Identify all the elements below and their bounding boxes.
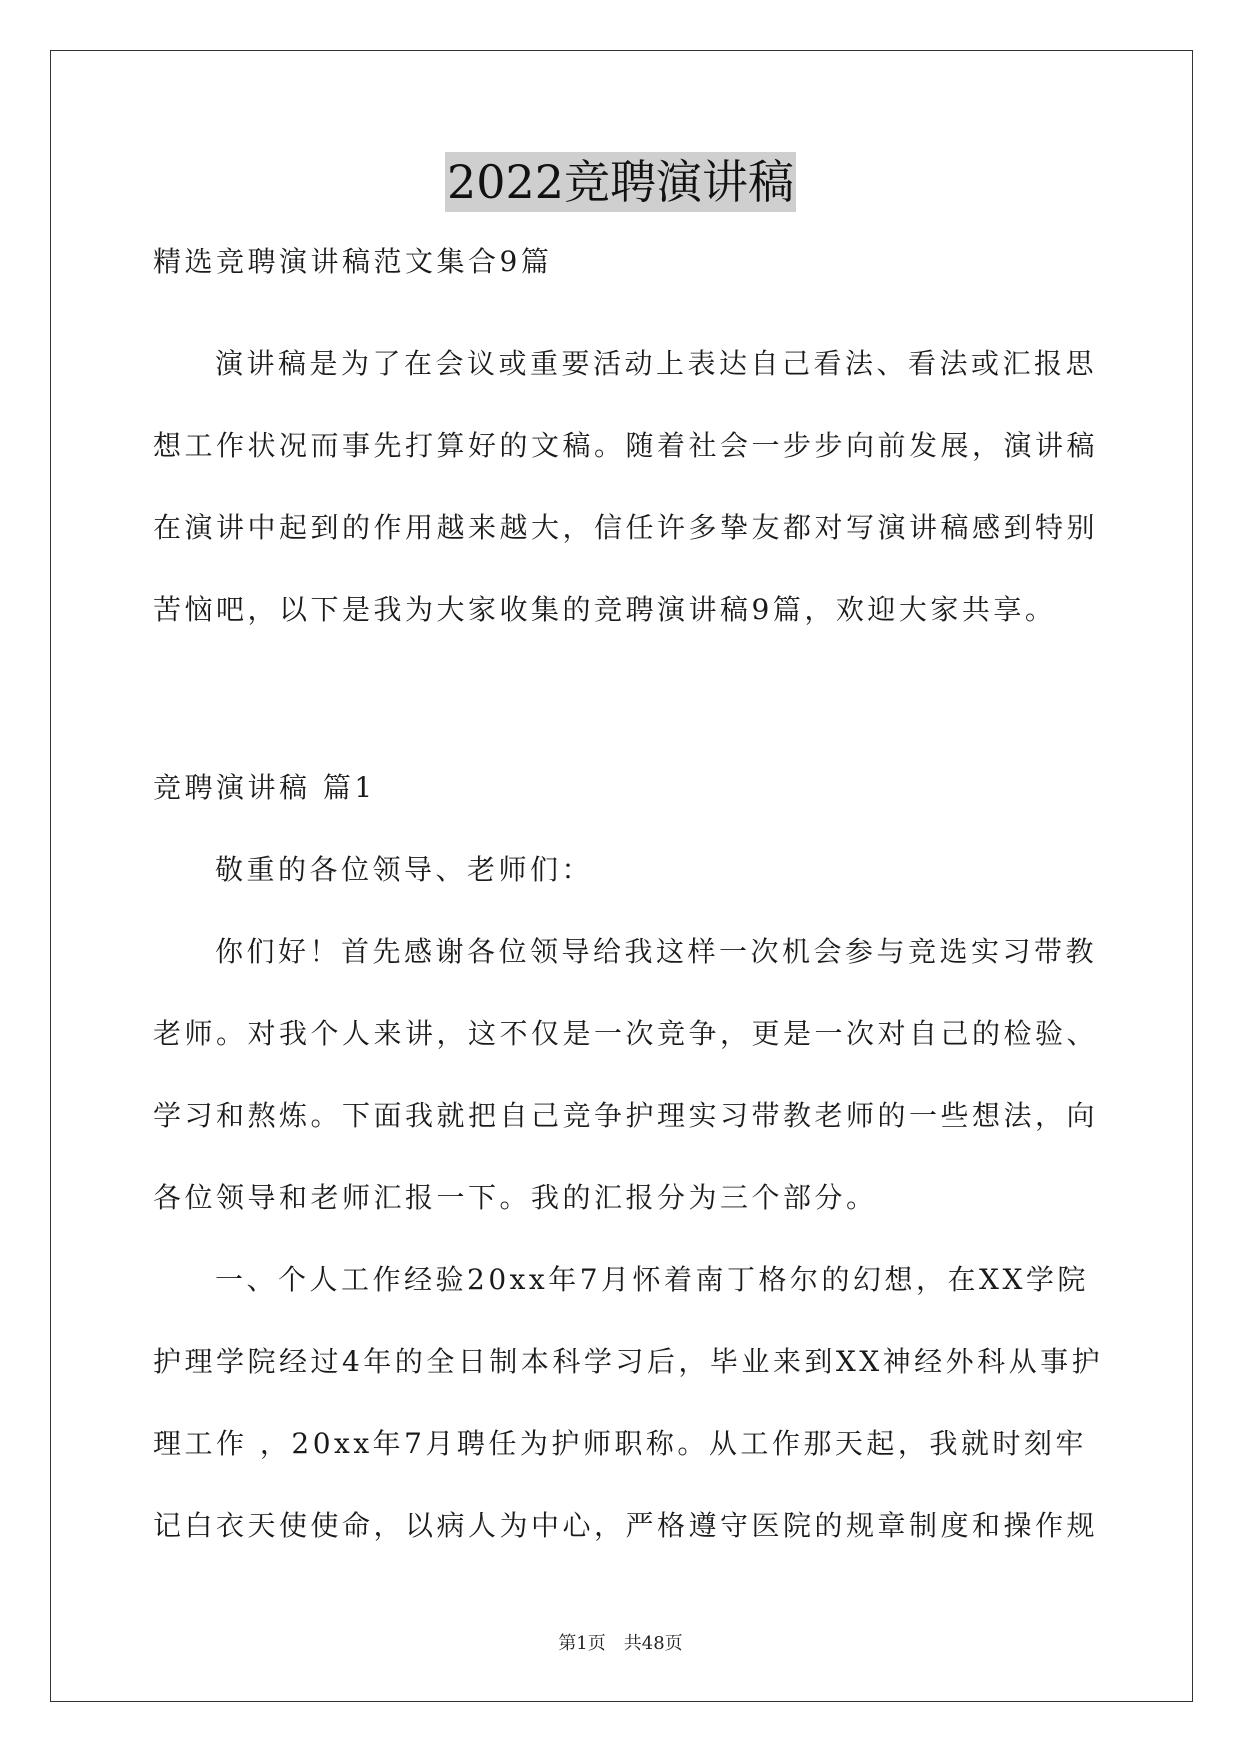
document-subtitle: 精选竞聘演讲稿范文集合9篇 [153, 245, 553, 278]
paragraph-line: 记白衣天使使命，以病人为中心，严格遵守医院的规章制度和操作规 [153, 1509, 1099, 1542]
section-heading: 竞聘演讲稿 篇1 [153, 771, 376, 804]
paragraph-line: 一、个人工作经验20xx年7月怀着南丁格尔的幻想，在XX学院 [215, 1263, 1089, 1296]
paragraph-line: 苦恼吧，以下是我为大家收集的竞聘演讲稿9篇，欢迎大家共享。 [153, 593, 1057, 626]
salutation: 敬重的各位领导、老师们： [215, 853, 594, 886]
paragraph-line: 想工作状况而事先打算好的文稿。随着社会一步步向前发展，演讲稿 [153, 429, 1099, 462]
paragraph-line: 老师。对我个人来讲，这不仅是一次竞争，更是一次对自己的检验、 [153, 1017, 1099, 1050]
paragraph-line: 演讲稿是为了在会议或重要活动上表达自己看法、看法或汇报思 [215, 347, 1098, 380]
page-number: 第1页 [558, 1633, 606, 1654]
title-container [0, 152, 1241, 212]
document-title: 2022竞聘演讲稿 [445, 152, 796, 212]
paragraph-line: 你们好！首先感谢各位领导给我这样一次机会参与竞选实习带教 [215, 935, 1098, 968]
paragraph-line: 理工作 ，20xx年7月聘任为护师职称。从工作那天起，我就时刻牢 [153, 1427, 1087, 1460]
page-total: 共48页 [623, 1633, 683, 1654]
paragraph-line: 学习和熬炼。下面我就把自己竞争护理实习带教老师的一些想法，向 [153, 1099, 1099, 1132]
page-footer [0, 1632, 1241, 1656]
paragraph-line: 各位领导和老师汇报一下。我的汇报分为三个部分。 [153, 1181, 878, 1214]
paragraph-line: 护理学院经过4年的全日制本科学习后，毕业来到XX神经外科从事护 [153, 1345, 1104, 1378]
paragraph-line: 在演讲中起到的作用越来越大，信任许多挚友都对写演讲稿感到特别 [153, 511, 1099, 544]
